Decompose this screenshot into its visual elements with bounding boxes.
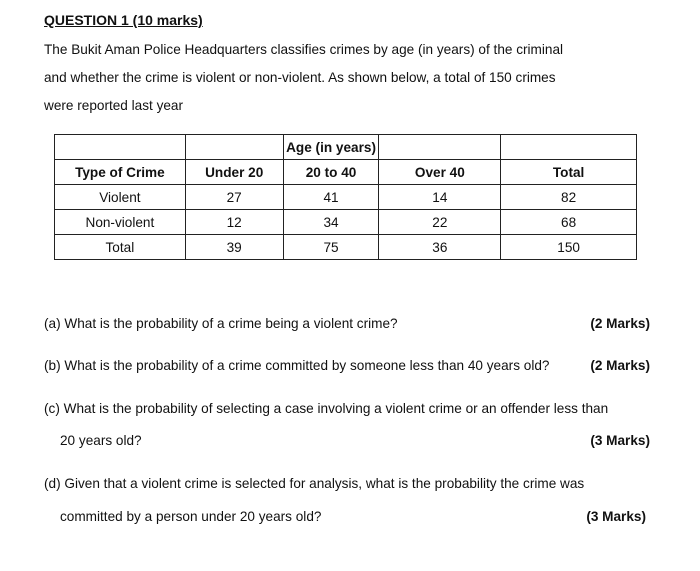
- question-heading: QUESTION 1 (10 marks): [44, 12, 203, 28]
- table-row-total: [55, 235, 637, 260]
- table-cell-empty: [185, 135, 283, 160]
- table-cell: Violent: [55, 185, 186, 210]
- table-cell: 68: [501, 210, 637, 235]
- table-cell: 27: [185, 185, 283, 210]
- table-cell: 150: [501, 235, 637, 260]
- question-d-marks: (3 Marks): [586, 509, 646, 524]
- column-header-20-to-40: 20 to 40: [283, 160, 379, 185]
- table-cell: 75: [283, 235, 379, 260]
- table-cell: Total: [55, 235, 186, 260]
- crime-age-table: [54, 134, 637, 260]
- table-cell-empty: [379, 135, 501, 160]
- column-header-type: Type of Crime: [55, 160, 186, 185]
- table-cell: 41: [283, 185, 379, 210]
- table-cell: 36: [379, 235, 501, 260]
- question-d-line-1: (d) Given that a violent crime is selected for analysis, what is the probability the crime was: [44, 476, 585, 491]
- intro-line-1: The Bukit Aman Police Headquarters classifies crimes by age (in years) of the criminal: [44, 42, 564, 57]
- intro-line-2: and whether the crime is violent or non-violent. As shown below, a total of 150 crimes: [44, 70, 556, 85]
- question-b-marks: (2 Marks): [590, 358, 650, 373]
- table-cell: 39: [185, 235, 283, 260]
- question-c-line-2: 20 years old?: [60, 433, 142, 448]
- table-header-row-age: [55, 135, 637, 160]
- table-cell: 22: [379, 210, 501, 235]
- column-header-total: Total: [501, 160, 637, 185]
- table-cell-empty: [501, 135, 637, 160]
- table-row-violent: [55, 185, 637, 210]
- table-cell: 82: [501, 185, 637, 210]
- table-cell: 34: [283, 210, 379, 235]
- question-d-line-2: committed by a person under 20 years old?: [60, 509, 322, 524]
- table-header-row: [55, 160, 637, 185]
- question-b-text: (b) What is the probability of a crime committed by someone less than 40 years old?: [44, 358, 550, 373]
- table-row-non-violent: [55, 210, 637, 235]
- question-c-line-1: (c) What is the probability of selecting a case involving a violent crime or an offender less than: [44, 401, 609, 416]
- question-a-text: (a) What is the probability of a crime being a violent crime?: [44, 316, 398, 331]
- column-header-under-20: Under 20: [185, 160, 283, 185]
- table-cell-empty: [55, 135, 186, 160]
- intro-line-3: were reported last year: [44, 98, 184, 113]
- table-cell: Non-violent: [55, 210, 186, 235]
- table-cell: 14: [379, 185, 501, 210]
- age-group-header: Age (in years): [283, 135, 379, 160]
- question-c-marks: (3 Marks): [590, 433, 650, 448]
- table-cell: 12: [185, 210, 283, 235]
- column-header-over-40: Over 40: [379, 160, 501, 185]
- question-a-marks: (2 Marks): [590, 316, 650, 331]
